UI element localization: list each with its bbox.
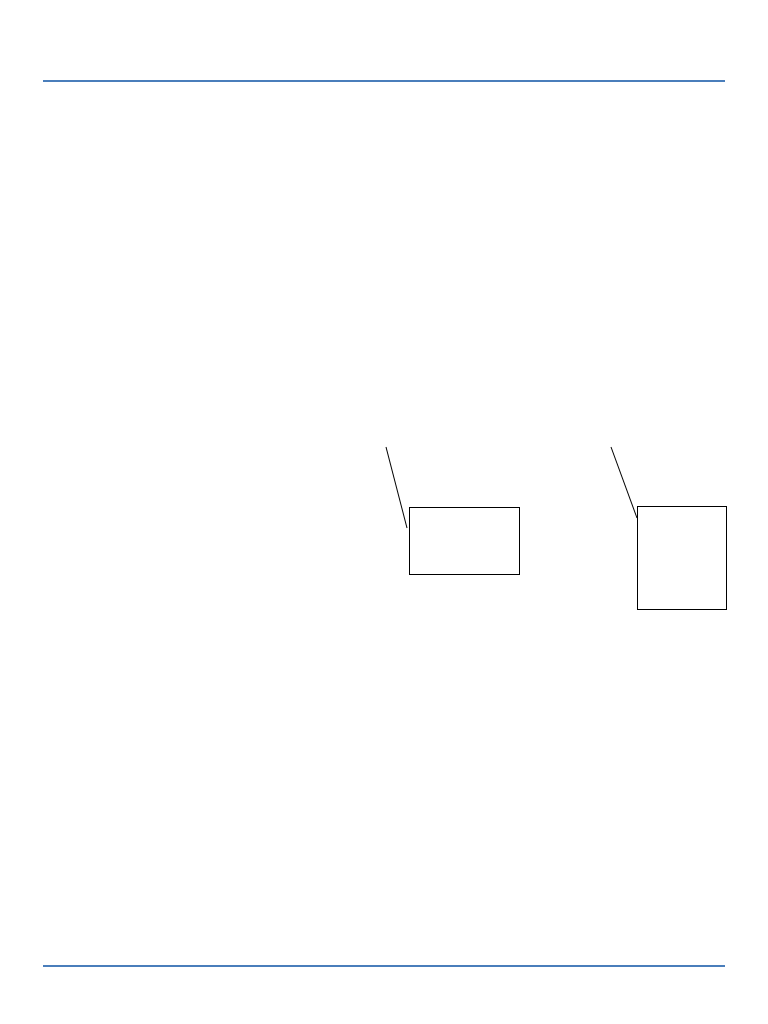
note-dsus — [409, 507, 520, 575]
note-d6 — [637, 506, 727, 610]
callout-line-dsus — [386, 447, 407, 528]
callout-line-d6 — [611, 447, 637, 518]
footer-rule — [43, 965, 725, 967]
